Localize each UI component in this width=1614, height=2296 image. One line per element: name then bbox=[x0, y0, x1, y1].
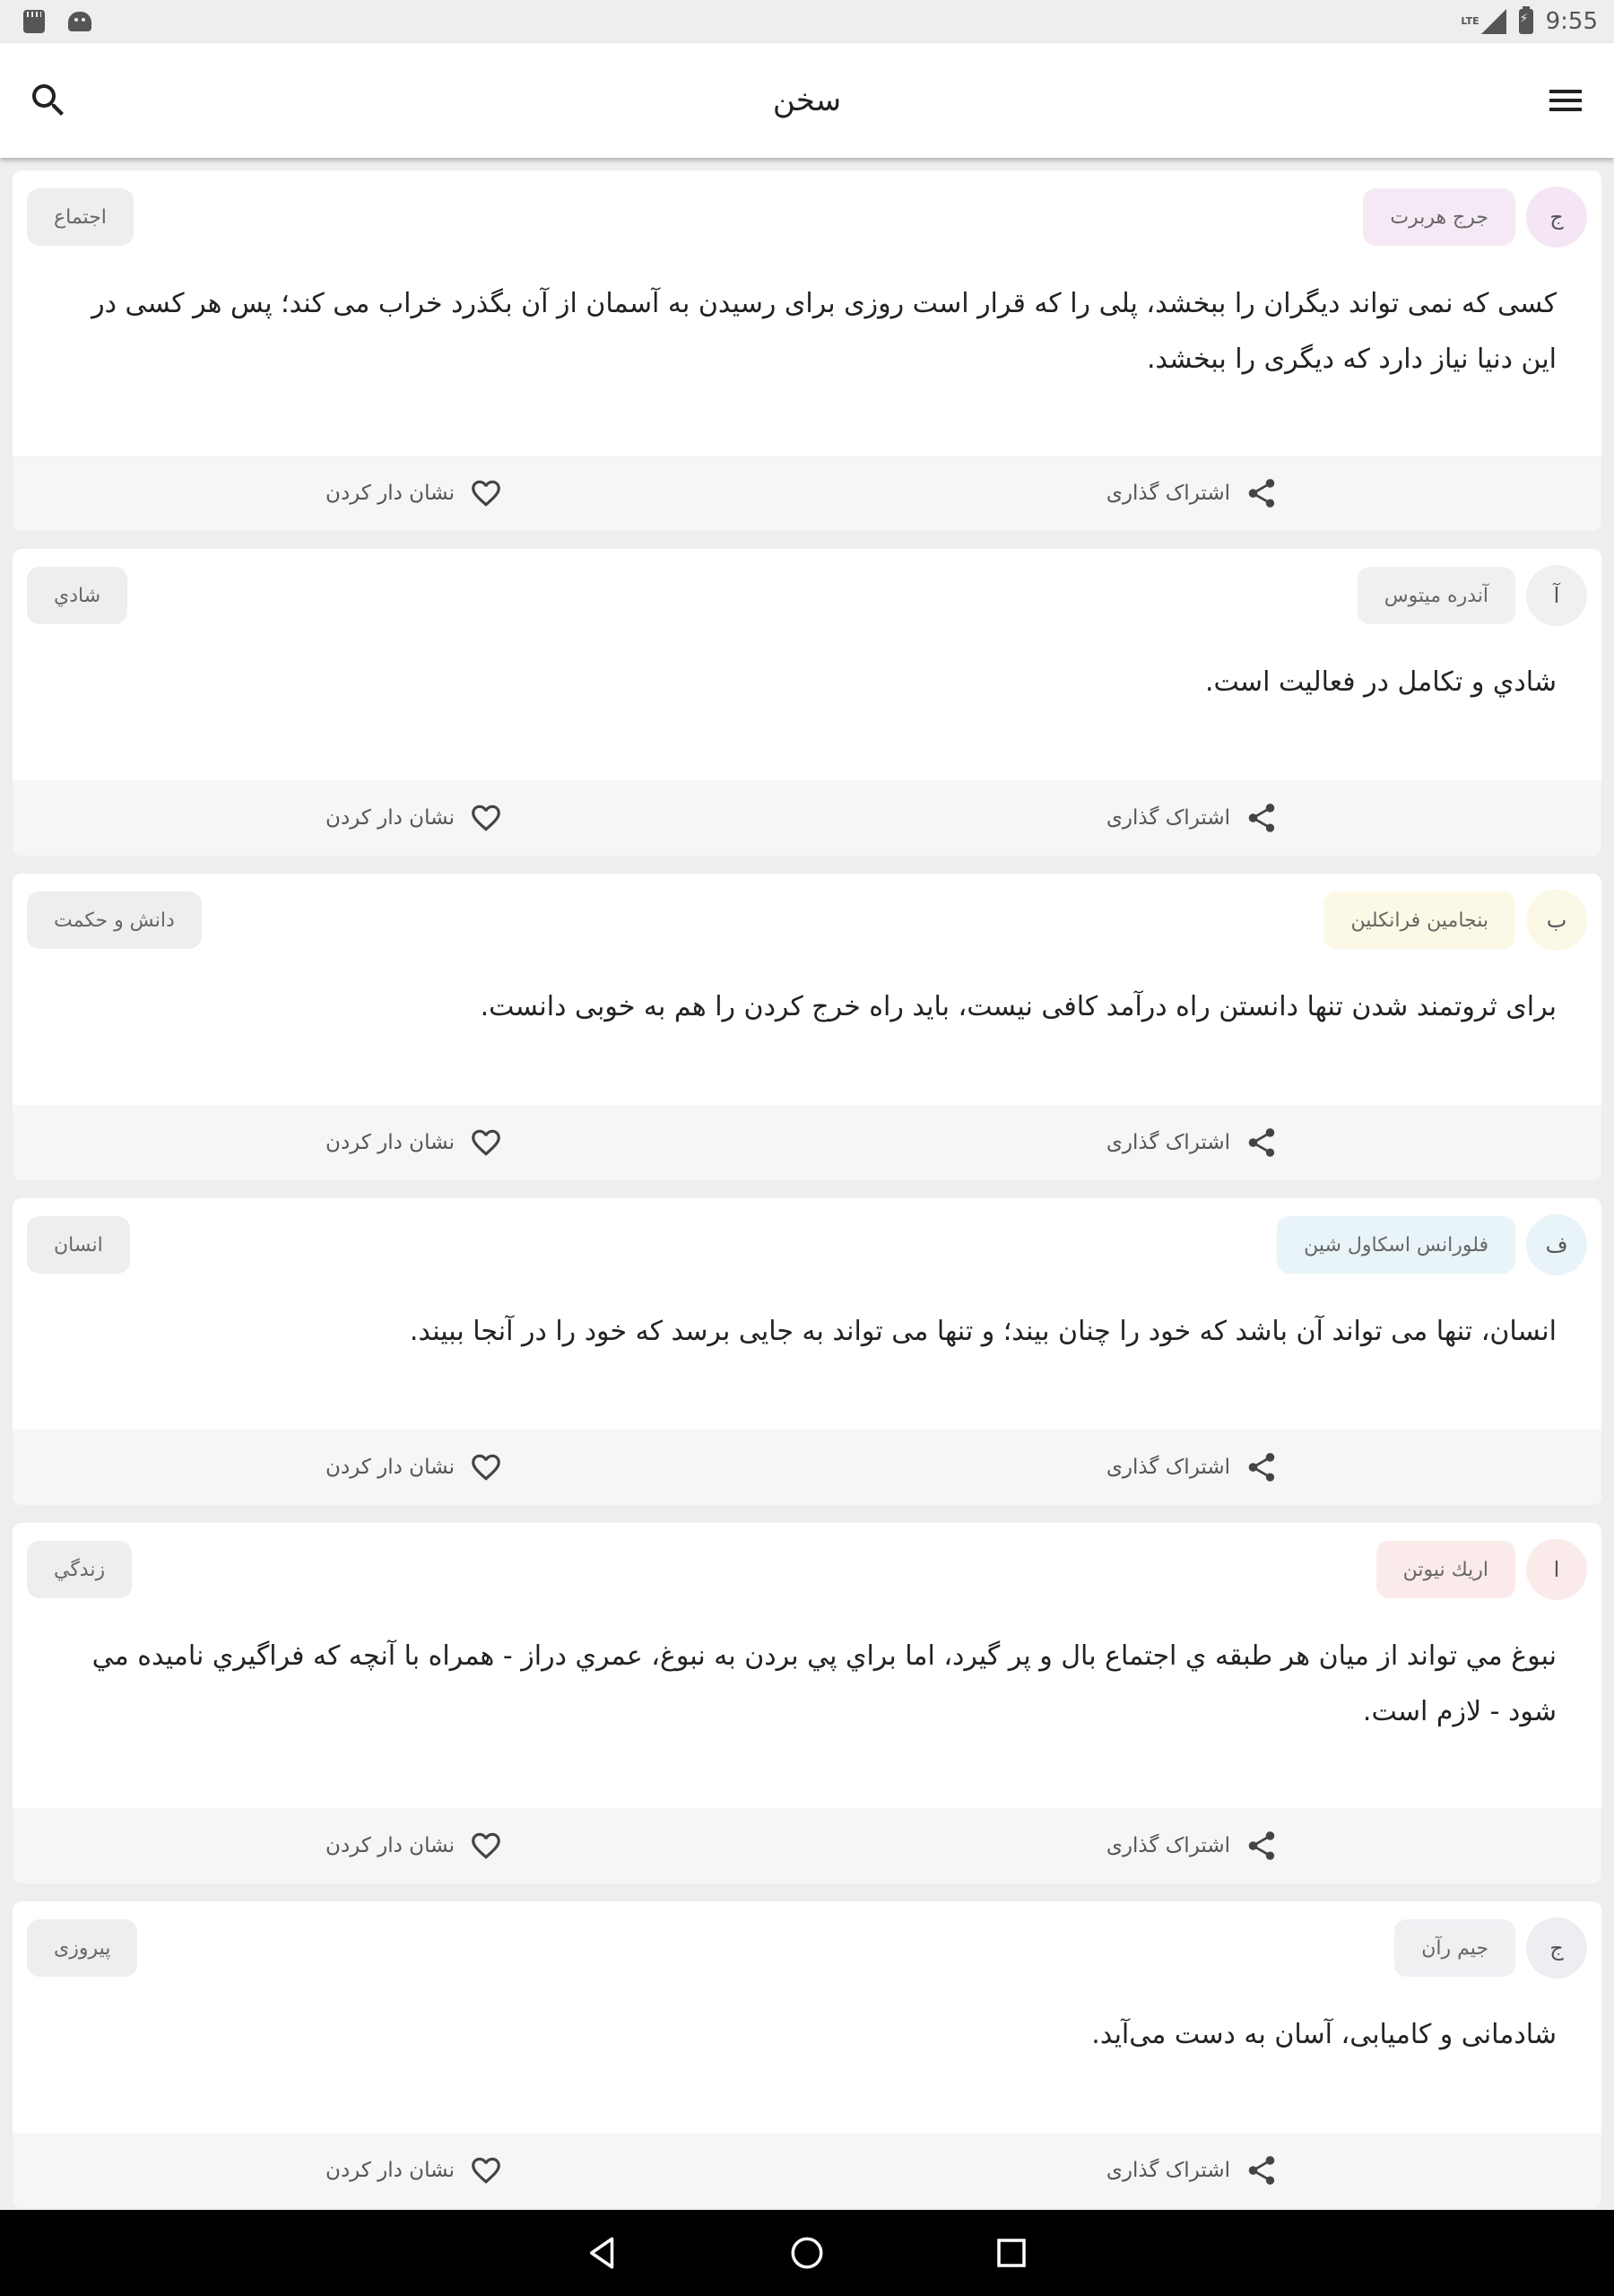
card-actions bbox=[13, 780, 1601, 856]
heart-outline-icon bbox=[469, 1829, 503, 1863]
battery-charging-icon bbox=[1519, 9, 1533, 34]
share-icon bbox=[1245, 2153, 1279, 2187]
quote-text: کسی که نمی تواند دیگران را ببخشد، پلی را که قرار است روزی برای رسیدن به آسمان از آن بگذرد خراب می کند؛ پس هر کسی در این دنیا نیاز دارد که دیگری را ببخشد. bbox=[91, 288, 1557, 375]
category-chip[interactable]: زندگي bbox=[27, 1541, 132, 1598]
author-chip[interactable]: بنجامین فرانکلین bbox=[1323, 891, 1515, 949]
bookmark-button[interactable] bbox=[325, 780, 503, 856]
quote-card bbox=[13, 170, 1601, 531]
share-button[interactable] bbox=[1106, 2133, 1279, 2208]
quote-card bbox=[13, 874, 1601, 1180]
share-icon bbox=[1245, 801, 1279, 835]
card-actions bbox=[13, 2133, 1601, 2208]
card-header bbox=[13, 170, 1601, 260]
signal-icon bbox=[1481, 9, 1506, 34]
author-avatar[interactable]: ج bbox=[1526, 1918, 1587, 1979]
card-actions bbox=[13, 1105, 1601, 1180]
app-bar bbox=[0, 43, 1614, 158]
share-label: اشتراک گذاری bbox=[1106, 1834, 1230, 1857]
share-icon bbox=[1245, 476, 1279, 510]
bookmark-label: نشان دار کردن bbox=[325, 1834, 455, 1857]
author-chip[interactable]: اريك نيوتن bbox=[1376, 1541, 1515, 1598]
card-header bbox=[13, 1198, 1601, 1288]
clock: 9:55 bbox=[1545, 8, 1598, 35]
quote-text: برای ثروتمند شدن تنها دانستن راه درآمد کافی نیست، باید راه خرج کردن را هم به خوبی دانست. bbox=[480, 991, 1557, 1022]
author-avatar[interactable]: ف bbox=[1526, 1214, 1587, 1275]
share-icon bbox=[1245, 1829, 1279, 1863]
share-button[interactable] bbox=[1106, 780, 1279, 856]
sd-card-icon bbox=[23, 10, 45, 33]
card-header bbox=[13, 874, 1601, 963]
search-button[interactable] bbox=[27, 79, 70, 122]
status-indicators bbox=[1461, 8, 1598, 35]
quote-text: شادمانی و کامیابی، آسان به دست می‌آید. bbox=[1091, 2019, 1557, 2050]
share-button[interactable] bbox=[1106, 1105, 1279, 1180]
category-chip[interactable]: انسان bbox=[27, 1216, 130, 1274]
android-icon bbox=[68, 12, 91, 31]
category-chip[interactable]: اجتماع bbox=[27, 188, 134, 246]
share-button[interactable] bbox=[1106, 456, 1279, 531]
search-icon bbox=[27, 79, 70, 122]
quote-card bbox=[13, 549, 1601, 856]
author-chip[interactable]: آندره میتوس bbox=[1358, 567, 1515, 624]
heart-outline-icon bbox=[469, 476, 503, 510]
quote-card bbox=[13, 1901, 1601, 2208]
author-avatar[interactable]: ا bbox=[1526, 1539, 1587, 1600]
bookmark-label: نشان دار کردن bbox=[325, 1456, 455, 1479]
bookmark-label: نشان دار کردن bbox=[325, 2159, 455, 2182]
app-title: سخن bbox=[772, 83, 842, 118]
heart-outline-icon bbox=[469, 1450, 503, 1484]
card-actions bbox=[13, 1430, 1601, 1505]
quote-text: نبوغ مي تواند از ميان هر طبقه ي اجتماع بال و پر گيرد، اما براي پي بردن به نبوغ، عمري دراز - همراه با آنچه كه فراگيري ناميده مي شود - لازم است. bbox=[91, 1640, 1557, 1727]
heart-outline-icon bbox=[469, 2153, 503, 2187]
share-icon bbox=[1245, 1126, 1279, 1160]
share-label: اشتراک گذاری bbox=[1106, 806, 1230, 830]
status-bar bbox=[0, 0, 1614, 43]
back-icon[interactable] bbox=[584, 2234, 621, 2272]
author-chip[interactable]: فلورانس اسکاول شین bbox=[1277, 1216, 1515, 1274]
bookmark-label: نشان دار کردن bbox=[325, 806, 455, 830]
quote-text: شادي و تكامل در فعاليت است. bbox=[1204, 666, 1557, 698]
category-chip[interactable]: شادي bbox=[27, 567, 127, 624]
bookmark-label: نشان دار کردن bbox=[325, 1131, 455, 1154]
share-label: اشتراک گذاری bbox=[1106, 1131, 1230, 1154]
quote-feed[interactable] bbox=[13, 170, 1601, 2212]
category-chip[interactable]: دانش و حکمت bbox=[27, 891, 202, 949]
card-header bbox=[13, 1523, 1601, 1613]
heart-outline-icon bbox=[469, 1126, 503, 1160]
author-chip[interactable]: جیم رآن bbox=[1394, 1919, 1515, 1977]
bookmark-button[interactable] bbox=[325, 1430, 503, 1505]
network-type: LTE bbox=[1461, 15, 1480, 27]
bookmark-button[interactable] bbox=[325, 456, 503, 531]
category-chip[interactable]: پیروزی bbox=[27, 1919, 137, 1977]
author-avatar[interactable]: ب bbox=[1526, 890, 1587, 951]
bookmark-label: نشان دار کردن bbox=[325, 482, 455, 505]
share-label: اشتراک گذاری bbox=[1106, 482, 1230, 505]
menu-button[interactable] bbox=[1544, 79, 1587, 122]
home-icon[interactable] bbox=[788, 2234, 826, 2272]
author-chip[interactable]: جرج هربرت bbox=[1363, 188, 1515, 246]
share-button[interactable] bbox=[1106, 1430, 1279, 1505]
card-header bbox=[13, 1901, 1601, 1991]
share-icon bbox=[1245, 1450, 1279, 1484]
recents-icon[interactable] bbox=[993, 2234, 1030, 2272]
quote-card bbox=[13, 1523, 1601, 1883]
menu-icon bbox=[1544, 79, 1587, 122]
bookmark-button[interactable] bbox=[325, 1105, 503, 1180]
share-button[interactable] bbox=[1106, 1808, 1279, 1883]
quote-card bbox=[13, 1198, 1601, 1505]
navigation-bar bbox=[0, 2210, 1614, 2296]
heart-outline-icon bbox=[469, 801, 503, 835]
status-notifications bbox=[23, 10, 91, 33]
bookmark-button[interactable] bbox=[325, 1808, 503, 1883]
card-actions bbox=[13, 1808, 1601, 1883]
quote-text: انسان، تنها می تواند آن باشد که خود را چنان بیند؛ و تنها می تواند به جایی برسد که خود را در آنجا ببیند. bbox=[409, 1316, 1557, 1347]
author-avatar[interactable]: آ bbox=[1526, 565, 1587, 626]
bookmark-button[interactable] bbox=[325, 2133, 503, 2208]
share-label: اشتراک گذاری bbox=[1106, 2159, 1230, 2182]
author-avatar[interactable]: ج bbox=[1526, 187, 1587, 248]
card-header bbox=[13, 549, 1601, 639]
share-label: اشتراک گذاری bbox=[1106, 1456, 1230, 1479]
card-actions bbox=[13, 456, 1601, 531]
